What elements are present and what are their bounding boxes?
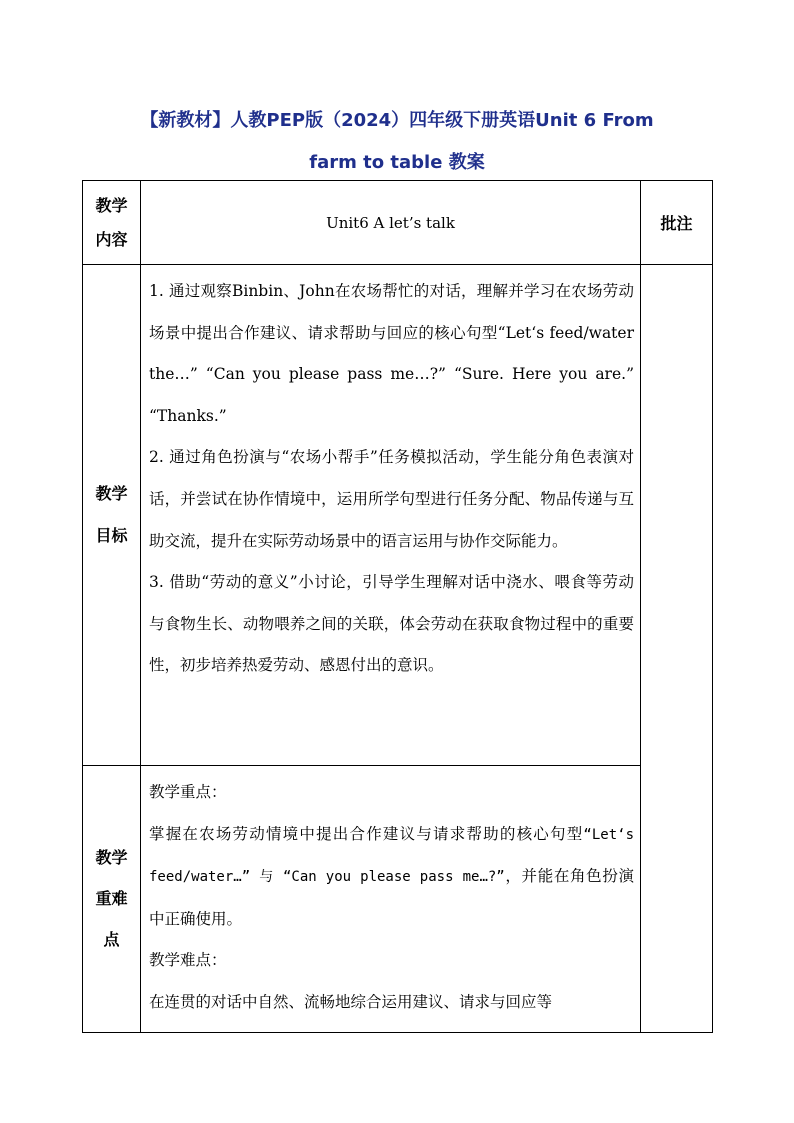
objectives-row <box>83 265 713 766</box>
note-cell <box>641 265 713 1033</box>
lesson-plan-table <box>82 180 713 1033</box>
difficulty-label: 教学难点： <box>149 951 227 970</box>
label-line: 内容 <box>95 229 128 249</box>
document-title-line2: farm to table 教案 <box>309 152 485 173</box>
focus-text <box>149 814 634 941</box>
label-line: 目标 <box>95 526 128 545</box>
note-header: 批注 <box>641 181 713 265</box>
teaching-content-value: Unit6 A let’s talk <box>141 181 641 265</box>
key-points-content <box>141 766 641 1033</box>
header-row <box>83 181 713 265</box>
key-points-row <box>83 766 713 1033</box>
teaching-objectives-label <box>83 265 141 766</box>
objective-paragraph: 2. 通过角色扮演与“农场小帮手”任务模拟活动，学生能分角色表演对话，并尝试在协作情境中，运用所学句型进行任务分配、物品传递与互助交流，提升在实际劳动场景中的语言运用与协作交际能力。 <box>149 448 634 550</box>
objective-paragraph: 1. 通过观察Binbin、John在农场帮忙的对话，理解并学习在农场劳动场景中提出合作建议、请求帮助与回应的核心句型“Let‘s feed/water the…” “Can you please pass me…?” “Sure. Here you are.” “Thanks.” <box>149 282 634 425</box>
label-line: 教学 <box>95 848 128 868</box>
teaching-objectives-content <box>141 265 641 766</box>
label-line: 教学 <box>95 484 128 503</box>
label-line: 点 <box>103 930 120 950</box>
focus-text-b: “Let‘s feed/water…” 与 “Can you please pass me…?” <box>149 826 634 886</box>
focus-text-c: ，并能在角色扮演中正确使用。 <box>149 867 634 928</box>
key-points-label <box>83 766 141 1033</box>
teaching-content-label <box>83 181 141 265</box>
document-title-line1: 【新教材】人教PEP版（2024）四年级下册英语Unit 6 From <box>140 110 654 131</box>
label-line: 教学 <box>95 195 128 215</box>
difficulty-text: 在连贯的对话中自然、流畅地综合运用建议、请求与回应等 <box>149 992 553 1011</box>
focus-label: 教学重点： <box>149 783 227 801</box>
objective-paragraph: 3. 借助“劳动的意义”小讨论，引导学生理解对话中浇水、喂食等劳动与食物生长、动物喂养之间的关联，体会劳动在获取食物过程中的重要性，初步培养热爱劳动、感恩付出的意识。 <box>149 573 634 675</box>
label-line: 重难 <box>95 889 128 909</box>
focus-text-a: 掌握在农场劳动情境中提出合作建议与请求帮助的核心句型 <box>149 824 584 843</box>
